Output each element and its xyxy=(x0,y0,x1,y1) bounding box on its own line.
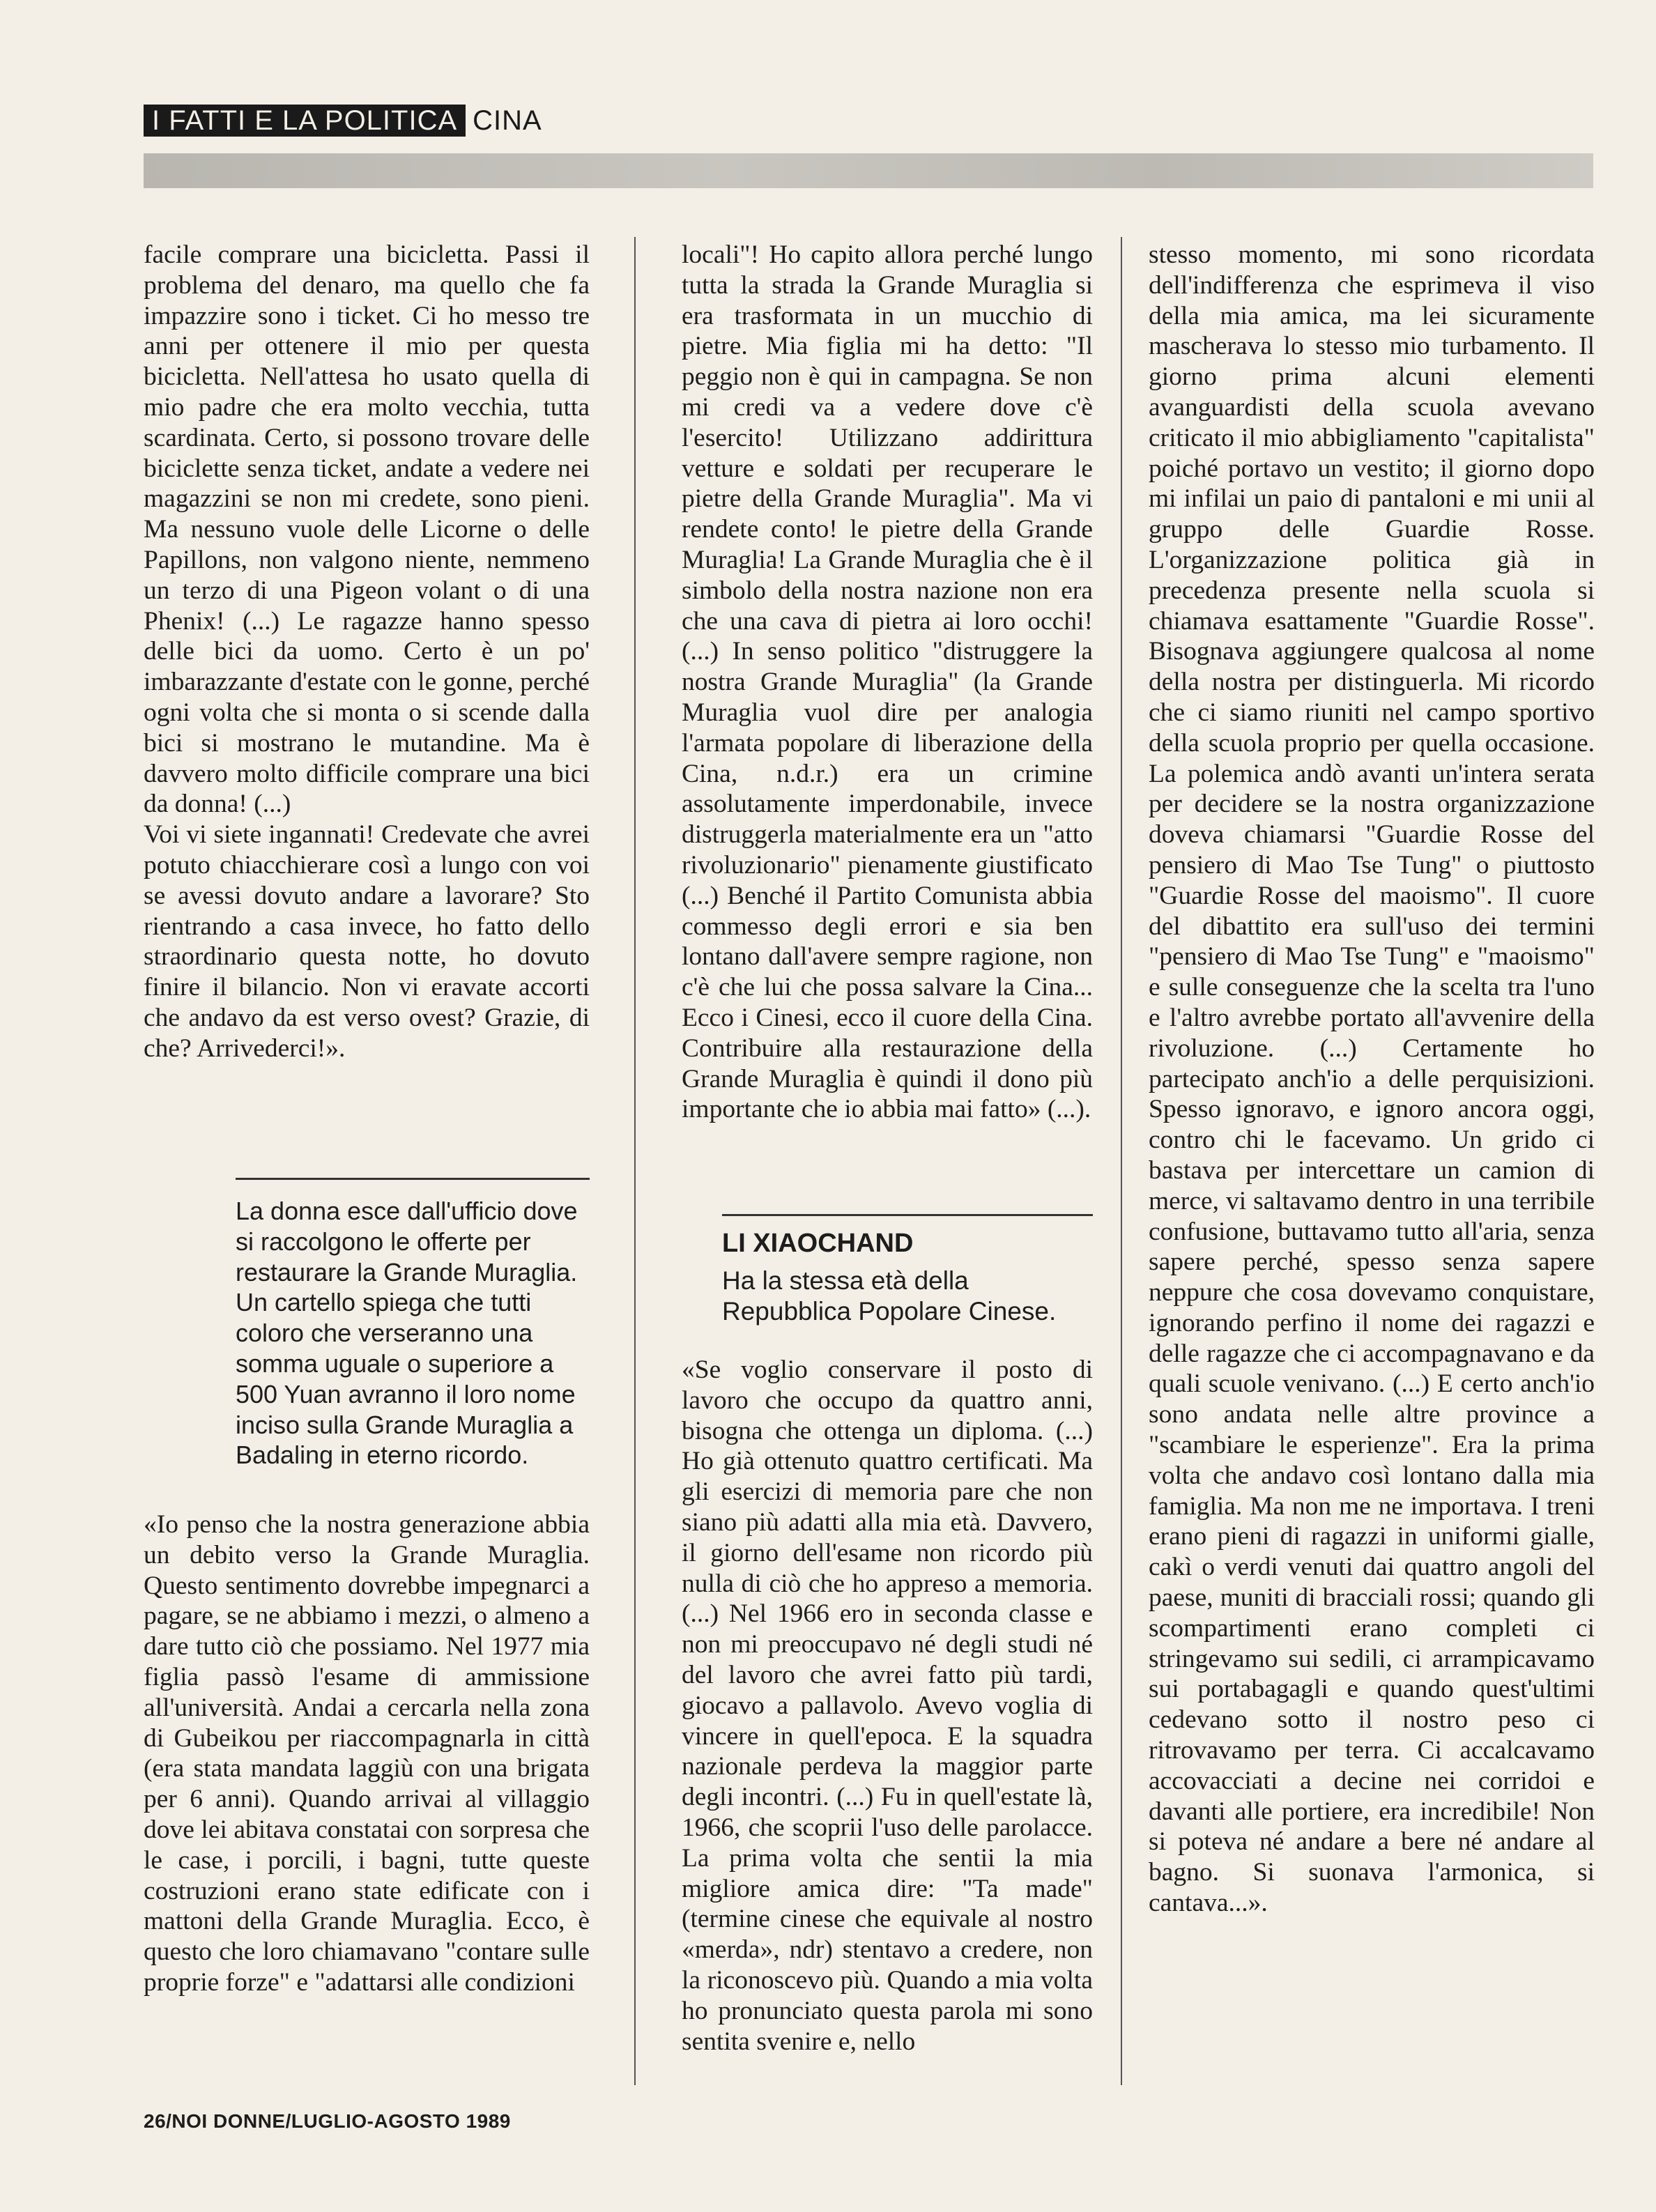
interviewee-name: LI XIAOCHAND xyxy=(722,1229,914,1258)
paragraph: locali"! Ho capito allora perché lungo tutta la strada la Grande Muraglia si era trasformata in un mucchio di pietre. Mia figlia mi ha detto: "Il peggio non è qui in campagna. Se non mi credi va a vedere dove c'è l'esercito! Utilizzano addirittura vetture e soldati per recuperare le pietre della Grande Muraglia". Ma vi rendete conto! le pietre della Grande Muraglia! La Grande Muraglia che è il simbolo della nostra nazione non era che una cava di pietra ai loro occhi! (...) In senso politico "distruggere la nostra Grande Muraglia" (la Grande Muraglia vuol dire per analogia l'armata popolare di liberazione della Cina, n.d.r.) era un crimine assolutamente imperdonabile, invece distruggerla materialmente era un "atto rivoluzionario" pienamente giustificato (...) Benché il Partito Comunista abbia commesso degli errori e sia ben lontano dall'avere sempre ragione, non c'è che lui che possa salvare la Cina... Ecco i Cinesi, ecco il cuore della Cina. Contribuire alla restaurazione della Grande Muraglia è quindi il dono più importante che io abbia mai fatto» (...). xyxy=(682,240,1093,1124)
column-divider xyxy=(1121,237,1122,2085)
section-header xyxy=(144,105,542,137)
caption-rule xyxy=(236,1178,590,1180)
paragraph: facile comprare una bicicletta. Passi il problema del denaro, ma quello che fa impazzire sono i ticket. Ci ho messo tre anni per ottenere il mio per questa bicicletta. Nell'attesa ho usato quella di mio padre che era molto vecchia, tutta scardinata. Certo, si possono trovare delle biciclette senza ticket, andate a vedere nei magazzini se non mi credete, sono pieni. Ma nessuno vuole delle Licorne o delle Papillons, non valgono niente, nemmeno un terzo di una Pigeon volant o di una Phenix! (...) Le ragazze hanno spesso delle bici da uomo. Certo è un po' imbarazzante d'estate con le gonne, perché ogni volta che si monta o si scende dalla bici si mostrano le mutandine. Ma è davvero molto difficile comprare una bici da donna! (...) xyxy=(144,240,590,819)
paragraph: stesso momento, mi sono ricordata dell'indifferenza che esprimeva il viso della mia amica, ma lei sicuramente mascherava lo stesso mio turbamento. Il giorno prima alcuni elementi avanguardisti della scuola avevano criticato il mio abbigliamento "capitalista" poiché portavo un vestito; il giorno dopo mi infilai un paio di pantaloni e mi unii al gruppo delle Guardie Rosse. L'organizzazione politica già in precedenza presente nella scuola si chiamava esattamente "Guardie Rosse". Bisognava aggiungere qualcosa al nome della nostra per distinguerla. Mi ricordo che ci siamo riuniti nel campo sportivo della scuola proprio per quella occasione. La polemica andò avanti un'intera serata per decidere se la nostra organizzazione doveva chiamarsi "Guardie Rosse del pensiero di Mao Tse Tung" o piuttosto "Guardie Rosse del maoismo". Il cuore del dibattito era sull'uso dei termini "pensiero di Mao Tse Tung" e "maoismo" e sulle conseguenze che la scelta tra l'uno e l'altro avrebbe portato all'avvenire della rivoluzione. (...) Certamente ho partecipato anch'io a delle perquisizioni. Spesso ignoravo, e ignoro ancora oggi, contro chi le facevamo. Un grido ci bastava per intercettare un camion di merce, vi saltavamo dentro in una terribile confusione, buttavamo tutto all'aria, senza sapere perché, spesso senza sapere neppure che cosa dovevamo conquistare, ignorando perfino il nome dei ragazzi e delle ragazze che ci accompagnavano e da quali scuole venivano. (...) E certo anch'io sono andata nelle altre province a "scambiare le esperienze". Era la prima volta che andavo così lontano dalla mia famiglia. Ma non me ne importava. I treni erano pieni di ragazzi in uniformi gialle, cakì o verdi venuti dai quattro angoli del paese, muniti di bracciali rossi; quando gli scompartimenti erano completi ci stringevamo sui sedili, ci arrampicavamo sui portabagagli e quando quest'ultimi cedevano sotto il nostro peso ci ritrovavamo per terra. Ci accalcavamo accovacciati a decine nei corridoi e davanti alle portiere, era incredibile! Non si poteva né andare a bere né andare al bagno. Si suonava l'armonica, si cantava...». xyxy=(1149,240,1595,1918)
page-footer: 26/NOI DONNE/LUGLIO-AGOSTO 1989 xyxy=(144,2110,511,2132)
topic-label: CINA xyxy=(473,105,542,136)
header-band xyxy=(144,153,1593,188)
paragraph: «Io penso che la nostra generazione abbia un debito verso la Grande Muraglia. Questo sentimento dovrebbe impegnarci a pagare, se ne abbiamo i mezzi, o almeno a dare tutto ciò che possiamo. Nel 1977 mia figlia passò l'esame di ammissione all'università. Andai a cercarla nella zona di Gubeikou per riaccompagnarla in città (era stata mandata laggiù con una brigata per 6 anni). Quando arrivai al villaggio dove lei abitava constatai con sorpresa che le case, i porcili, i bagni, tutte queste costruzioni erano state edificate con i mattoni della Grande Muraglia. Ecco, è questo che loro chiamavano "contare sulle proprie forze" e "adattarsi alle condizioni xyxy=(144,1510,590,1997)
column-3 xyxy=(1149,240,1595,1919)
section-label: I FATTI E LA POLITICA xyxy=(144,105,466,137)
paragraph: Voi vi siete ingannati! Credevate che avrei potuto chiacchierare così a lungo con voi se avessi dovuto andare a lavorare? Sto rientrando a casa invece, ho fatto dello straordinario questa notte, ho dovuto finire il bilancio. Non vi eravate accorti che andavo da est verso ovest? Grazie, di che? Arrivederci!». xyxy=(144,820,590,1063)
column-divider xyxy=(634,237,636,2085)
photo-caption: La donna esce dall'ufficio dove si raccolgono le offerte per restaurare la Grande Muraglia. Un cartello spiega che tutti coloro che verseranno una somma uguale o superiore a 500 Yuan avranno il loro nome inciso sulla Grande Muraglia a Badaling in eterno ricordo. xyxy=(236,1197,578,1470)
column-1-top xyxy=(144,240,590,1064)
paragraph: «Se voglio conservare il posto di lavoro che occupo da quattro anni, bisogna che ottenga un diploma. (...) Ho già ottenuto quattro certificati. Ma gli esercizi di memoria pare che non siano più adatti alla mia età. Davvero, il giorno dell'esame non ricordo più nulla di ciò che ho appreso a memoria. (...) Nel 1966 ero in seconda classe e non mi preoccupavo né degli studi né del lavoro che avrei fatto più tardi, giocavo a pallavolo. Avevo voglia di vincere in quell'epoca. E la squadra nazionale perdeva la maggior parte degli incontri. (...) Fu in quell'estate là, 1966, che scoprii l'uso delle parolacce. La prima volta che sentii la mia migliore amica dire: "Ta made" (termine cinese che equivale al nostro «merda», ndr) stentavo a credere, non la riconoscevo più. Quando a mia volta ho pronunciato questa parola mi sono sentita svenire e, nello xyxy=(682,1355,1093,2056)
column-2-top xyxy=(682,240,1093,1125)
interview-rule xyxy=(722,1214,1093,1216)
column-1-bottom xyxy=(144,1510,590,1998)
column-2-bottom xyxy=(682,1355,1093,2057)
interviewee-subtitle: Ha la stessa età della Repubblica Popolare Cinese. xyxy=(722,1266,1057,1326)
